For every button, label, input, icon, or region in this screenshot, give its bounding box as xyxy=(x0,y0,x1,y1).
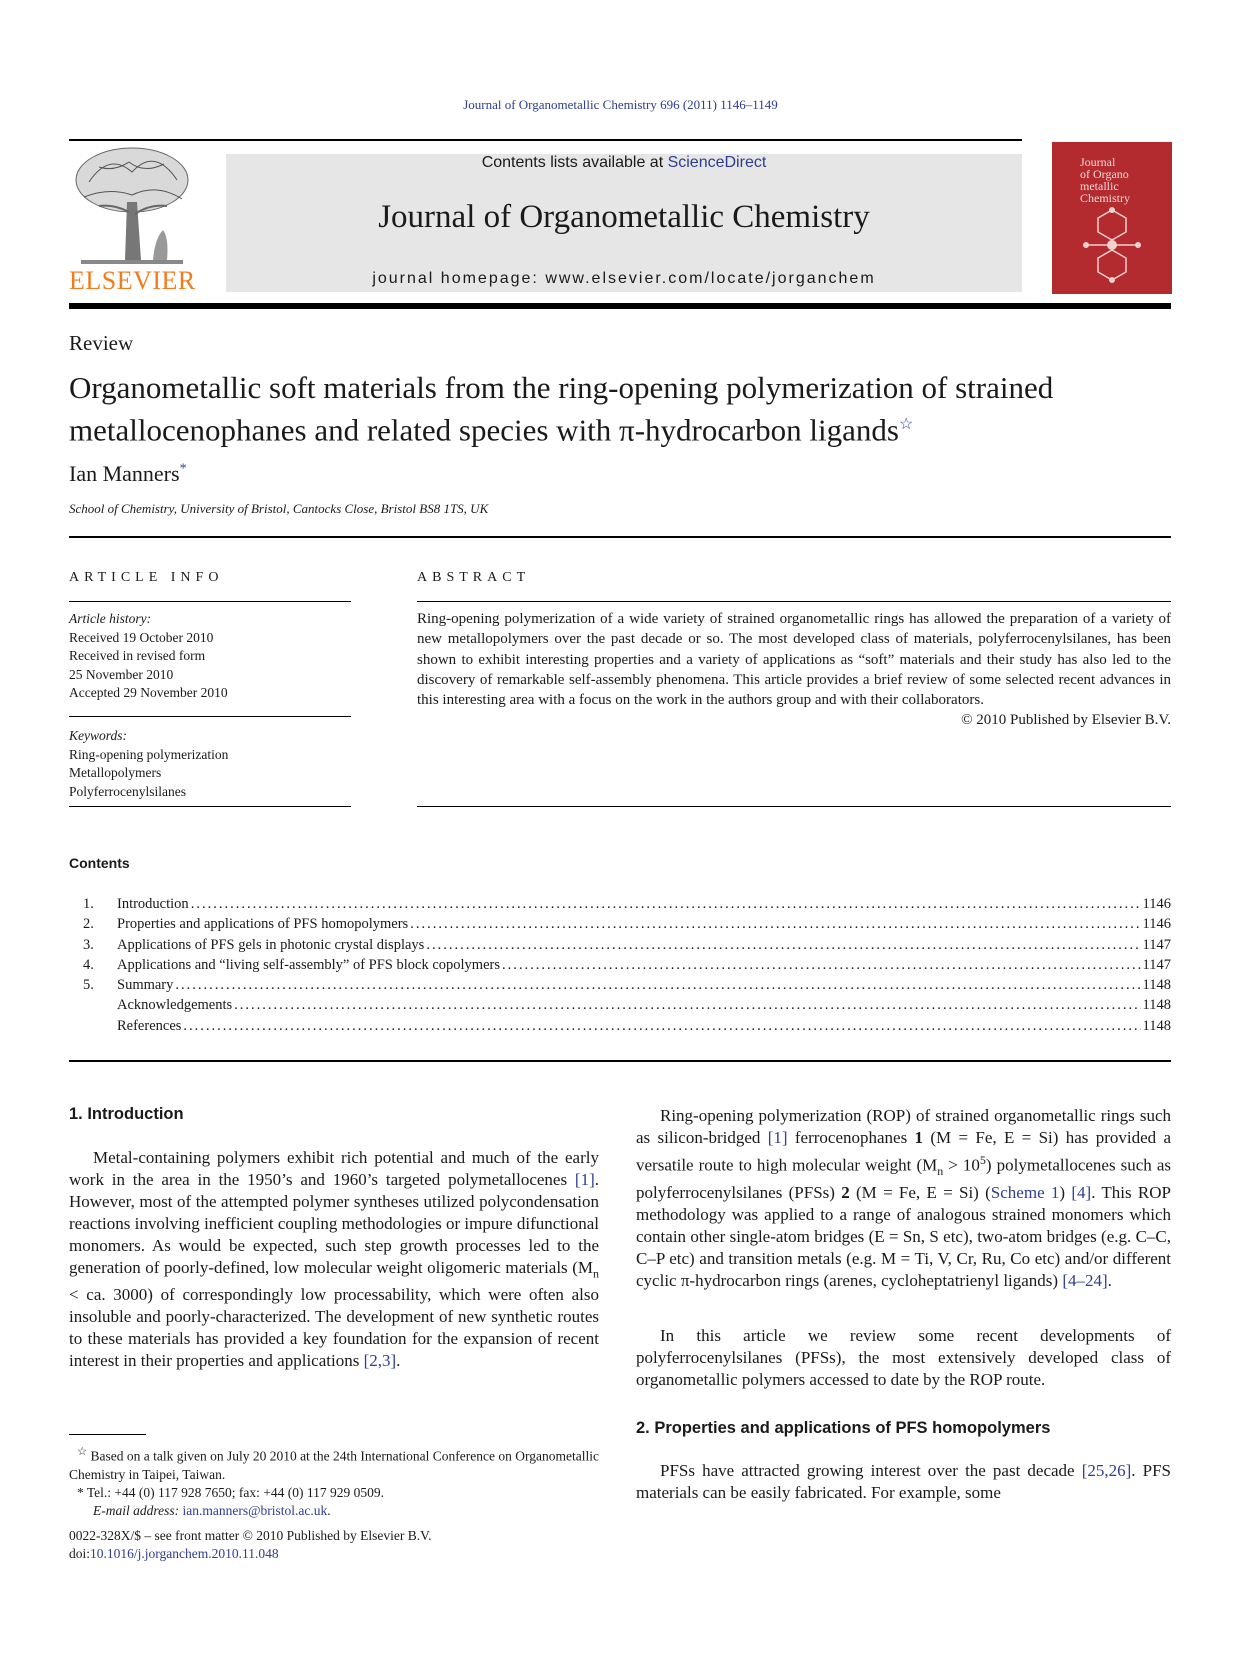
toc-page: 1147 xyxy=(1142,936,1171,953)
toc-item[interactable] xyxy=(69,896,1171,916)
cover-title-line: of Organo xyxy=(1080,167,1129,181)
toc-item[interactable] xyxy=(69,957,1171,977)
superscript: 5 xyxy=(979,1153,986,1167)
text-run: . However, most of the attempted polymer syntheses utilized polycondensation reactions involving inefficient coupling methodologies or impure difunctional monomers. As would be expected, such step growth processes led to the generation of poorly-defined, low molecular weight oligomeric materials (M xyxy=(69,1170,599,1277)
reference-link[interactable]: [1] xyxy=(767,1128,788,1147)
intro-paragraph xyxy=(69,1147,599,1372)
text-run: Metal-containing polymers exhibit rich potential and much of the early work in the area in the 1950’s and 1960’s targeted polymetallocenes xyxy=(69,1148,599,1189)
toc-leader xyxy=(502,957,1141,974)
scheme-link[interactable]: Scheme 1 xyxy=(990,1183,1060,1203)
section-rule xyxy=(69,536,1171,538)
abstract-text: Ring-opening polymerization of a wide variety of strained organometallic rings has allowed the preparation of a variety of new metallopolymers over the past decade or so. The most developed class of materials, polyferrocenylsilanes, has been shown to exhibit interesting properties and a variety of applications as “soft” materials and their study has also led to the discovery of remarkable self-assembly phenomena. This article provides a brief review of some selected recent advances in this interesting area with a focus on the work in the authors group and with their collaborators. xyxy=(417,611,1171,709)
footnote-corresponding xyxy=(69,1484,599,1502)
publication-info xyxy=(69,1527,431,1564)
affiliation: School of Chemistry, University of Bristol, Cantocks Close, Bristol BS8 1TS, UK xyxy=(69,501,489,516)
toc-leader xyxy=(183,1018,1140,1035)
toc-item[interactable] xyxy=(69,1018,1171,1038)
abstract-rule xyxy=(417,601,1171,602)
toc-title: Properties and applications of PFS homopolymers xyxy=(117,916,409,933)
footnote-star xyxy=(69,1443,599,1484)
reference-link[interactable]: [4–24] xyxy=(1062,1271,1108,1291)
review-scope-paragraph: In this article we review some recent developments of polyferrocenylsilanes (PFSs), the most extensively developed class of organometallic polymers accessed to date by the ROP route. xyxy=(636,1326,1171,1389)
abstract-body xyxy=(417,609,1171,731)
keyword: Ring-opening polymerization xyxy=(69,746,229,762)
abstract-copyright: © 2010 Published by Elsevier B.V. xyxy=(961,712,1171,729)
toc-page: 1148 xyxy=(1142,977,1171,994)
reference-link[interactable]: [1] xyxy=(574,1170,595,1189)
toc-title: Applications of PFS gels in photonic crystal displays xyxy=(117,936,425,953)
toc-number: 1. xyxy=(83,896,94,912)
toc-title: References xyxy=(117,1017,182,1034)
article-title xyxy=(69,369,1179,448)
text-run: . This ROP methodology was applied to a range of analogous strained monomers which contain other single-atom bridges (E = Sn, S etc), two-atom bridges (e.g. C–C, C–P etc) and transition metals (e.g. M = Ti, V, Cr, Ru, Co etc) and/or different cyclic π-hydrocarbon rings (arenes, cycloheptatrienyl ligands) xyxy=(636,1183,1171,1291)
toc-title: Introduction xyxy=(117,896,189,912)
history-item: Received 19 October 2010 xyxy=(69,629,214,645)
footnote-text: Based on a talk given on July 20 2010 at the 24th International Conference on Organometallic Chemistry in Taipei, Taiwan. xyxy=(69,1448,599,1482)
toc-leader xyxy=(426,937,1140,954)
footnote-email xyxy=(69,1502,599,1520)
author-name xyxy=(69,461,187,487)
title-line xyxy=(69,406,1179,448)
title-line: Organometallic soft materials from the ring-opening polymerization of strained xyxy=(69,370,1054,405)
toc-page: 1146 xyxy=(1142,896,1171,912)
title-line-text: metallocenophanes and related species with π-hydrocarbon ligands xyxy=(69,412,899,448)
footnote-rule xyxy=(69,1434,146,1435)
text-run: . xyxy=(1107,1271,1112,1291)
toc-leader xyxy=(191,896,1141,913)
toc-title: Summary xyxy=(117,977,174,994)
info-rule xyxy=(69,601,351,602)
text-run: ferrocenophanes xyxy=(787,1128,915,1147)
corresponding-author-link[interactable]: * xyxy=(179,461,187,477)
elsevier-logo xyxy=(69,142,195,294)
contents-prefix: Contents lists available at xyxy=(481,154,668,171)
keyword: Metallopolymers xyxy=(69,765,162,780)
cover-title-line: metallic xyxy=(1080,179,1119,193)
toc-item[interactable] xyxy=(69,916,1171,936)
toc-leader xyxy=(175,977,1140,994)
text-run: . PFS materials can be easily fabricated. For example, some xyxy=(636,1461,1171,1502)
history-label: Article history: xyxy=(69,611,152,626)
text-run: (M = Fe, E = Si) has provided a versatile route to high molecular weight (M xyxy=(636,1128,1172,1175)
doi-line xyxy=(69,1545,431,1563)
reference-link[interactable]: [2,3] xyxy=(363,1351,397,1371)
cover-title-line: Journal xyxy=(1080,155,1116,169)
cover-title xyxy=(1080,156,1130,204)
elsevier-wordmark: ELSEVIER xyxy=(69,266,196,295)
toc-title: Acknowledgements xyxy=(117,997,233,1014)
email-label: E-mail address: xyxy=(93,1503,183,1519)
toc-page: 1146 xyxy=(1142,916,1171,933)
keyword: Polyferrocenylsilanes xyxy=(69,783,186,799)
text-run: (M = Fe, E = Si) ( xyxy=(849,1183,991,1203)
toc-leader xyxy=(234,997,1140,1014)
journal-title: Journal of Organometallic Chemistry xyxy=(378,199,870,235)
footnotes xyxy=(69,1434,599,1521)
article-info-heading: ARTICLE INFO xyxy=(69,570,224,585)
text-run: . xyxy=(327,1503,331,1519)
header-bottom-rule xyxy=(69,303,1171,309)
contents-available-line xyxy=(226,154,1022,172)
contents-heading: Contents xyxy=(69,855,130,871)
doi-link[interactable]: 10.1016/j.jorganchem.2010.11.048 xyxy=(90,1546,279,1562)
abstract-rule xyxy=(417,806,1171,807)
toc-title: Applications and “living self-assembly” of PFS block copolymers xyxy=(117,956,500,973)
info-rule xyxy=(69,716,351,717)
sciencedirect-link[interactable]: ScienceDirect xyxy=(667,154,767,171)
rop-paragraph xyxy=(636,1105,1171,1292)
molecule-icon xyxy=(1080,204,1144,288)
toc-number: 5. xyxy=(83,977,94,994)
doi-label: doi: xyxy=(69,1546,91,1562)
toc-number: 2. xyxy=(83,916,94,933)
footnote-text: Tel.: +44 (0) 117 928 7650; fax: +44 (0) 117 929 0509. xyxy=(83,1485,384,1501)
properties-paragraph xyxy=(636,1460,1171,1504)
compound-number: 2 xyxy=(841,1183,850,1203)
journal-cover-image xyxy=(1052,142,1172,294)
section-heading-introduction: 1. Introduction xyxy=(69,1105,184,1123)
text-run: < ca. 3000) of correspondingly low processability, which were often also insoluble and poorly-characterized. The development of new synthetic routes to these materials has provided a key foundation for the expansion of recent interest in their properties and applications xyxy=(69,1285,599,1371)
toc-page: 1148 xyxy=(1142,997,1171,1014)
toc-page: 1147 xyxy=(1142,956,1171,973)
reference-link[interactable]: [25,26] xyxy=(1081,1461,1132,1480)
issn-line: 0022-328X/$ – see front matter © 2010 Published by Elsevier B.V. xyxy=(69,1528,432,1543)
journal-citation-link[interactable]: Journal of Organometallic Chemistry 696 (2011) 1146–1149 xyxy=(463,97,778,112)
toc-leader xyxy=(410,916,1140,933)
history-item: 25 November 2010 xyxy=(69,666,174,682)
toc-item[interactable] xyxy=(69,997,1171,1017)
text-run: Ring-opening polymerization (ROP) of strained organometallic rings such as silicon-bridged xyxy=(636,1106,1171,1147)
compound-number: 1 xyxy=(914,1128,924,1147)
keywords-label: Keywords: xyxy=(69,728,127,743)
footnote-mark: * xyxy=(77,1485,84,1501)
elsevier-tree-icon xyxy=(69,142,195,268)
table-of-contents xyxy=(69,896,1171,1038)
toc-page: 1148 xyxy=(1142,1017,1171,1034)
header-top-rule xyxy=(69,139,1022,141)
info-rule xyxy=(69,806,351,807)
reference-link[interactable]: [4] xyxy=(1071,1183,1092,1203)
author-name-text: Ian Manners xyxy=(69,461,180,486)
article-history xyxy=(69,610,228,703)
text-run: . xyxy=(396,1351,401,1371)
abstract-heading: ABSTRACT xyxy=(417,570,531,585)
text-run: ) xyxy=(1059,1183,1072,1203)
text-run: ) polymetallocenes such as polyferrocenylsilanes (PFSs) xyxy=(636,1155,1171,1203)
section-heading-properties: 2. Properties and applications of PFS homopolymers xyxy=(636,1419,1051,1437)
subscript: n xyxy=(937,1164,944,1179)
cover-title-line: Chemistry xyxy=(1080,191,1130,205)
section-rule xyxy=(69,1060,1171,1062)
subscript: n xyxy=(593,1266,599,1281)
toc-item[interactable] xyxy=(69,977,1171,997)
history-item: Accepted 29 November 2010 xyxy=(69,685,228,700)
toc-item[interactable] xyxy=(69,937,1171,957)
text-run: PFSs have attracted growing interest over the past decade xyxy=(660,1461,1082,1480)
title-footnote-star-link[interactable]: ☆ xyxy=(898,416,914,433)
footnote-mark: ☆ xyxy=(77,1446,88,1458)
history-item: Received in revised form xyxy=(69,648,206,663)
toc-number: 4. xyxy=(83,956,94,973)
text-run: > 10 xyxy=(943,1155,980,1175)
toc-number: 3. xyxy=(83,936,94,953)
journal-homepage-link[interactable]: journal homepage: www.elsevier.com/locate/jorganchem xyxy=(372,270,876,287)
email-link[interactable]: ian.manners@bristol.ac.uk xyxy=(182,1503,328,1519)
journal-banner xyxy=(226,154,1022,292)
article-type: Review xyxy=(69,331,134,355)
keywords xyxy=(69,727,228,801)
